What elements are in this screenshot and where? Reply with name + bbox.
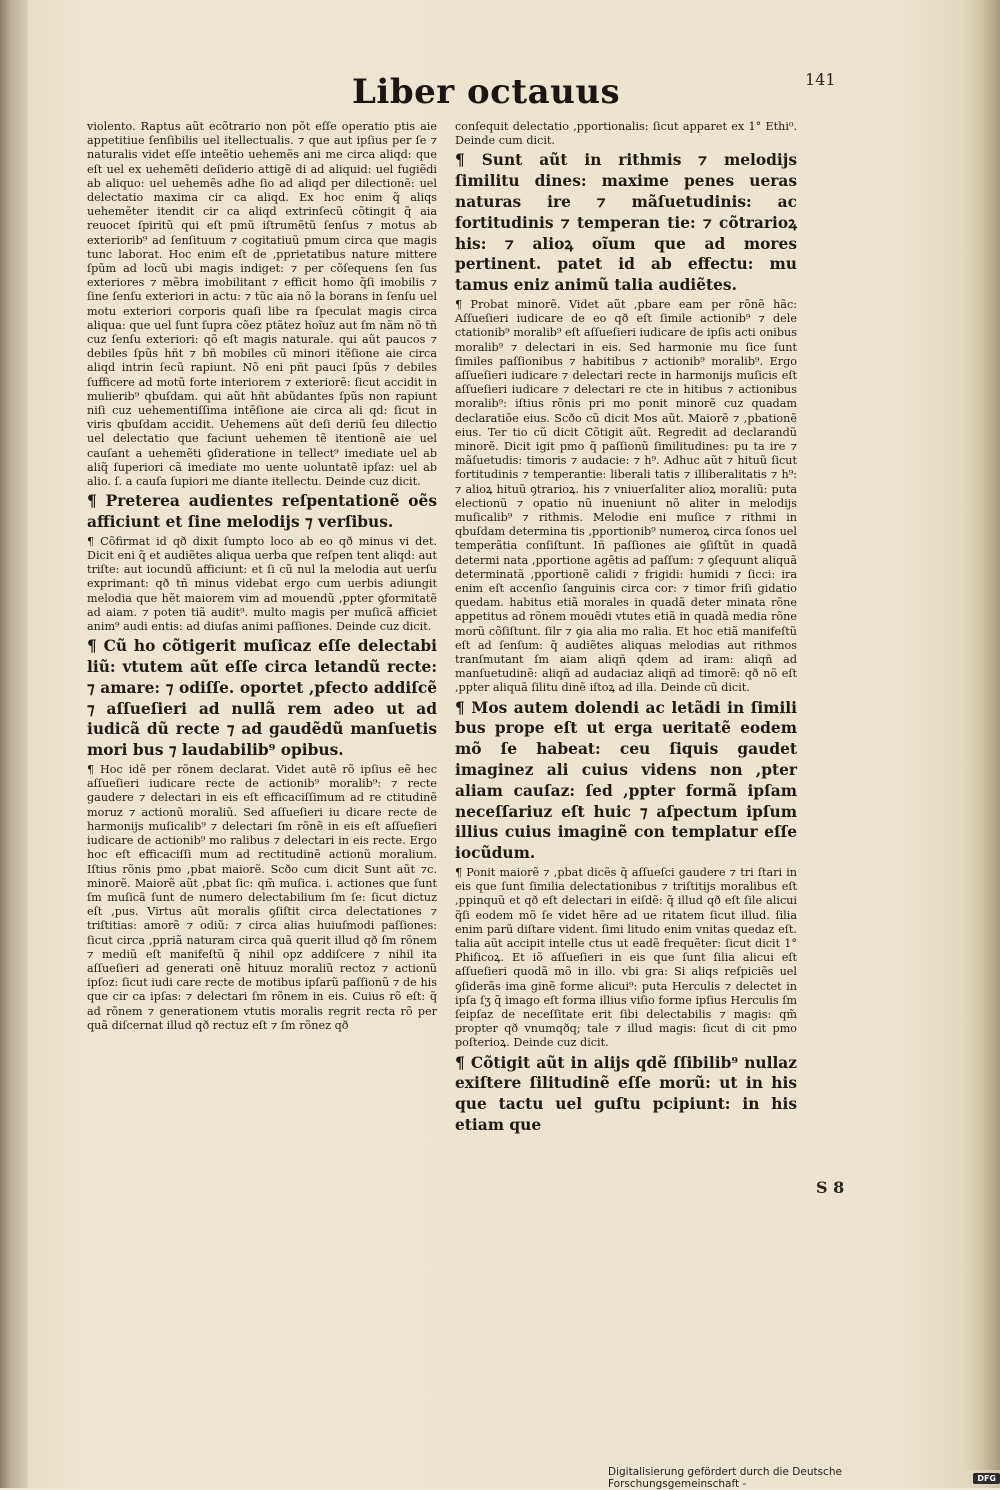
commentary-paragraph: violento. Raptus aũt ecõtrario non põt eſſe operatio ptis aie appetitiue ſenſibilis uel itellectualis. ⁊ que aut ipſius per ſe ⁊ naturalis videt eſſe inteẽtio uehemẽs ani me circa aliqd: que eſt uel ex uehemẽti deſiderio attigẽ di ad aliquid: uel fugiẽdi ab aliquo: uel uehemẽs adhe ſio ad aliqd per dilectionẽ: uel delectatio maxima cir ca aliqd. Ex hoc enim q̃ aliqs uehemẽter itendit cir ca aliqd extrinſecũ cõtingit q̃ aia reuocet ſpiritũ qui eſt pmũ iſtrumẽtũ ſenſus ⁊ motus ab exteriorib⁹ ad ſenſituum ⁊ cogitatiuũ pmum circa que magis tunc laborat. Hoc enim eſt de ,pprietatibus nature mittere ſpũm ad locũ ubi magis indiget: ⁊ per cõſequens ſen ſus exteriores ⁊ mẽbra imobilitant ⁊ efficit homo q̃ſi imobilis ⁊ ſine ſenſu exteriori in actu: ⁊ tũc aia nõ la borans in ſenſu uel motu exteriori corporis quaſi libe ra ſpeculat magis circa aliqua: que uel ſunt ſupra cõez ptãtez hoĩuz aut ſm nãm nõ tñ cuz ſenſu exteriori: qõ eſt magis naturale. qui aũt paucos ⁊ debiles ſpũs hñt ⁊ bñ mobiles cũ minori itẽſione aie circa aliqd intrin ſecũ rapiunt. Nõ eni pñt pauci ſpũs ⁊ debiles ſufficere ad motũ forte interiorem ⁊ exteriorẽ: ſicut accidit in mulierib⁹ qbuſdam. qui aũt hñt abũdantes ſpũs non rapiunt niſi cuz uehementiſſima intẽſione aie circa ali qd: ſicut in viris qbuſdam accidit. Uehemens aũt deſi deriũ ſeu dilectio uel delectatio que faciunt uehemen tẽ itentionẽ aie uel cauſant a uehemẽti ꝯſideratione in tellect⁹ imediate uel ab aliq̃ ſuperiori cã imediate mo uente uoluntatẽ ipſaz: uel ab alio. ſ. a cauſa ſupiori me diante itellectu. Deinde cuz dicit. bbox=[87, 120, 437, 489]
lemma-paragraph: ¶ Sunt aũt in rithmis ⁊ melodijs ſimilitu dines: maxime penes ueras naturas ire ⁊ mãſuetudinis: ac fortitudinis ⁊ temperan tie: ⁊ cõtrarioꝝ his: ⁊ alioꝝ oĩum que ad mores pertinent. patet id ab effectu: mu tamus eniz animũ talia audiẽtes. bbox=[455, 151, 797, 295]
running-head: Liber octauus bbox=[352, 72, 621, 112]
lemma-paragraph: ¶ Cõtigit aũt in alijs qdẽ ſſibilib⁹ nullaz exiſtere ſilitudinẽ eſſe morũ: ut in his que tactu uel guſtu pcipiunt: in his etiam que bbox=[455, 1053, 797, 1135]
folio-number: 141 bbox=[805, 70, 836, 89]
left-text-column bbox=[87, 120, 437, 1035]
binding-gutter bbox=[0, 0, 28, 1488]
commentary-paragraph: ¶ Hoc idẽ per rõnem declarat. Videt autẽ rõ ipſius eẽ hec aſſueſieri iudicare recte de actionib⁹ moralib⁹: ⁊ recte gaudere ⁊ delectari in eis eſt efficaciſſimum ad re ctitudinẽ moruz ⁊ actionũ moraliũ. Sed aſſueſieri iu dicare recte de harmonijs muſicalib⁹ ⁊ delectari ſm rõnẽ in eis eſt aſſueſieri iudicare de actionib⁹ mo ralibus ⁊ delectari in eis recte. Ergo hoc eſt efficaciſſi mum ad rectitudinẽ actionũ moralium. Iſtius rõnis pmo ,pbat maiorẽ. Scðo cum dicit Sunt aũt ⁊c. minorẽ. Maiorẽ aũt ,pbat ſic: qm̃ muſica. i. actiones que ſunt ſm muſicã ſunt de numero delectabilium ſm ſe: ſicut dictuz eſt ,pus. Virtus aũt moralis ꝯſiſtit circa delectationes ⁊ triſtitias: amorẽ ⁊ odiũ: ⁊ circa alias huiuſmodi paſſiones: ſicut circa ,ppriã naturam circa quã querit illud qð ſm rõnem ⁊ mediũ eſt manifeſtũ q̃ nihil opz addiſcere ⁊ nihil ita aſſueſieri ad generati onẽ hituuz moraliũ rectoz ⁊ actionũ ipſoz: ſicut iudi care recte de motibus ipſarũ paſſionũ ⁊ de his que cir ca ipſas: ⁊ delectari ſm rõnem in eis. Cuius rõ eſt: q̃ ad rõnem ⁊ generationem vtutis moralis regrit recta rõ per quã diſcernat illud qð rectuz eſt ⁊ ſm rõnez qð bbox=[87, 763, 437, 1032]
commentary-paragraph: ¶ Probat minorẽ. Videt aũt ,pbare eam per rõnẽ hãc: Aſſueſieri iudicare de eo qð eſt ſimile actionib⁹ ⁊ dele ctationib⁹ moralib⁹ eſt aſſueſieri iudicare de ipſis acti onibus moralib⁹ ⁊ delectari in eis. Sed harmonie mu ſice ſunt ſimiles paſſionibus ⁊ habitibus ⁊ actionib⁹ moralib⁹. Ergo aſſueſieri iudicare ⁊ delectari recte in harmonijs muſicis eſt aſſueſieri iudicare ⁊ delectari re cte in hitibus ⁊ actionibus moralib⁹: iſtius rõnis pri mo ponit minorẽ cuz quadam declaratiõe eius. Scðo cũ dicit Mos aũt. Maiorẽ ⁊ ,pbationẽ eius. Ter tio cũ dicit Cõtigit aũt. Regredit ad declarandũ minorẽ. Dicit igit pmo q̃ paſſionũ ſimilitudines: pu ta ire ⁊ mãſuetudis: timoris ⁊ audacie: ⁊ h⁹. Adhuc aũt ⁊ hituũ ſicut fortitudinis ⁊ temperantie: liberali tatis ⁊ illiberalitatis ⁊ h⁹: ⁊ alioꝝ hituũ ꝯtrarioꝝ. his ⁊ vniuerſaliter alioꝝ moraliũ: puta electionũ ⁊ opatio nũ inueniunt nõ aliter in melodijs muſicalib⁹ ⁊ rithmis. Melodie eni muſice ⁊ rithmi in qbuſdam determina tis ,pportionib⁹ numeroꝝ circa ſonos uel temperãtia conſiſtunt. Iñ paſſiones aie ꝯſiſtũt in quadã determi nata ,pportione agẽtis ad paſſum: ⁊ ꝯſequunt aliquã determinatã ,pportionẽ calidi ⁊ frigidi: humidi ⁊ ſicci: ira enim eſt accenſio ſanguinis circa cor: ⁊ timor friſi gidatio quedam. habitus etiã morales in quadã deter minata rõne appetitus ad rõnem mouẽdi vtutes etiã in quadã media rõne morũ cõſiſtunt. ſilr ⁊ ꝯia alia mo ralia. Et hoc etiã manifeſtũ eſt ad ſenſum: q̃ audiẽtes aliquas melodias aut rithmos tranſmutant ſm aiam aliqñ qdem ad iram: aliqñ ad manſuetudinẽ: aliqñ ad audaciaz aliqñ ad timorẽ: qð nõ eſt ,ppter aliquã ſilitu dinẽ iſtoꝝ ad illa. Deinde cũ dicit. bbox=[455, 297, 797, 695]
right-text-column bbox=[455, 120, 797, 1138]
page-edge bbox=[962, 0, 1000, 1470]
signature-mark: S 8 bbox=[816, 1178, 845, 1197]
footer-text: Digitalisierung gefördert durch die Deutsche Forschungsgemeinschaft - bbox=[608, 1466, 842, 1490]
lemma-paragraph: ¶ Mos autem dolendi ac letãdi in ſimili bus prope eſt ut erga ueritatẽ eodem mõ ſe habeat: ceu ſiquis gaudet imaginez ali cuius videns non ,pter aliam cauſaz: ſed ,ppter formã ipſam neceſſariuz eſt huic ⁊ aſpectum ipſum illius cuius imaginẽ con templatur eſſe iocũdum. bbox=[455, 698, 797, 863]
lemma-paragraph: ¶ Preterea audientes reſpentationẽ oẽs afficiunt et ſine melodijs ⁊ verſibus. bbox=[87, 492, 437, 532]
commentary-paragraph: conſequit delectatio ,pportionalis: ſicut apparet ex 1° Ethi⁰. Deinde cum dicit. bbox=[455, 120, 797, 148]
commentary-paragraph: ¶ Cõfirmat id qð dixit ſumpto loco ab eo qð minus vi det. Dicit eni q̃ et audiẽtes aliqua uerba que reſpen tent aliqd: aut triſte: aut iocundũ afficiunt: et ſi cũ nul la melodia aut uerſu exprimant: qð tñ minus videbat ergo cum uerbis adiungit melodia que hẽt maiorem vim ad mouendũ ,ppter ꝯformitatẽ ad aiam. ⁊ poten tiã audit⁹. multo magis per muſicã afficiet anim⁹ audi entis: ad diuſas animi paſſiones. Deinde cuz dicit. bbox=[87, 534, 437, 634]
digitization-footer bbox=[608, 1466, 1000, 1490]
commentary-paragraph: ¶ Ponit maiorẽ ⁊ ,pbat dicẽs q̃ aſſueſci gaudere ⁊ tri ſtari in eis que ſunt ſimilia delectationibus ⁊ triſtitijs moralibus eſt ,ppinquũ et qð eſt delectari in eiſdẽ: q̃ illud qð eſt ſile alicui q̃ſi eodem mõ ſe videt hẽre ad ue ritatem ſicut illud. ſilia enim parũ diſtare vident. ſimi litudo enim vnitas quedaz eſt. talia aũt accipit intelle ctus ut eadẽ frequẽter: ſicut dicit 1° Phiſicoꝝ. Et iõ aſſueſieri in eis que ſunt ſilia alicui eſt aſſueſieri quodã mõ in illo. vbi gra: Si aliqs reſpiciẽs uel ꝯſiderãs ima ginẽ forme alicui⁹: puta Herculis ⁊ delectet in ipſa ſʒ q̃ imago eſt forma illius viſio forme ipſius Herculis ſm ſeipſaz de neceſſitate erit ſibi delectabilis ⁊ magis: qm̃ propter qð vnumqðq; tale ⁊ illud magis: ſicut di cit pmo poſterioꝝ. Deinde cuz dicit. bbox=[455, 866, 797, 1050]
lemma-paragraph: ¶ Cũ ho cõtigerit muſicaz eſſe delectabi liũ: vtutem aũt eſſe circa letandũ recte: ⁊ amare: ⁊ odiſſe. oportet ,pfecto addiſcẽ ⁊ aſſueſieri ad nullã rem adeo ut ad iudicã dũ recte ⁊ ad gaudẽdũ manſuetis mori bus ⁊ laudabilib⁹ opibus. bbox=[87, 637, 437, 760]
dfg-logo-icon: DFG bbox=[973, 1473, 1000, 1484]
